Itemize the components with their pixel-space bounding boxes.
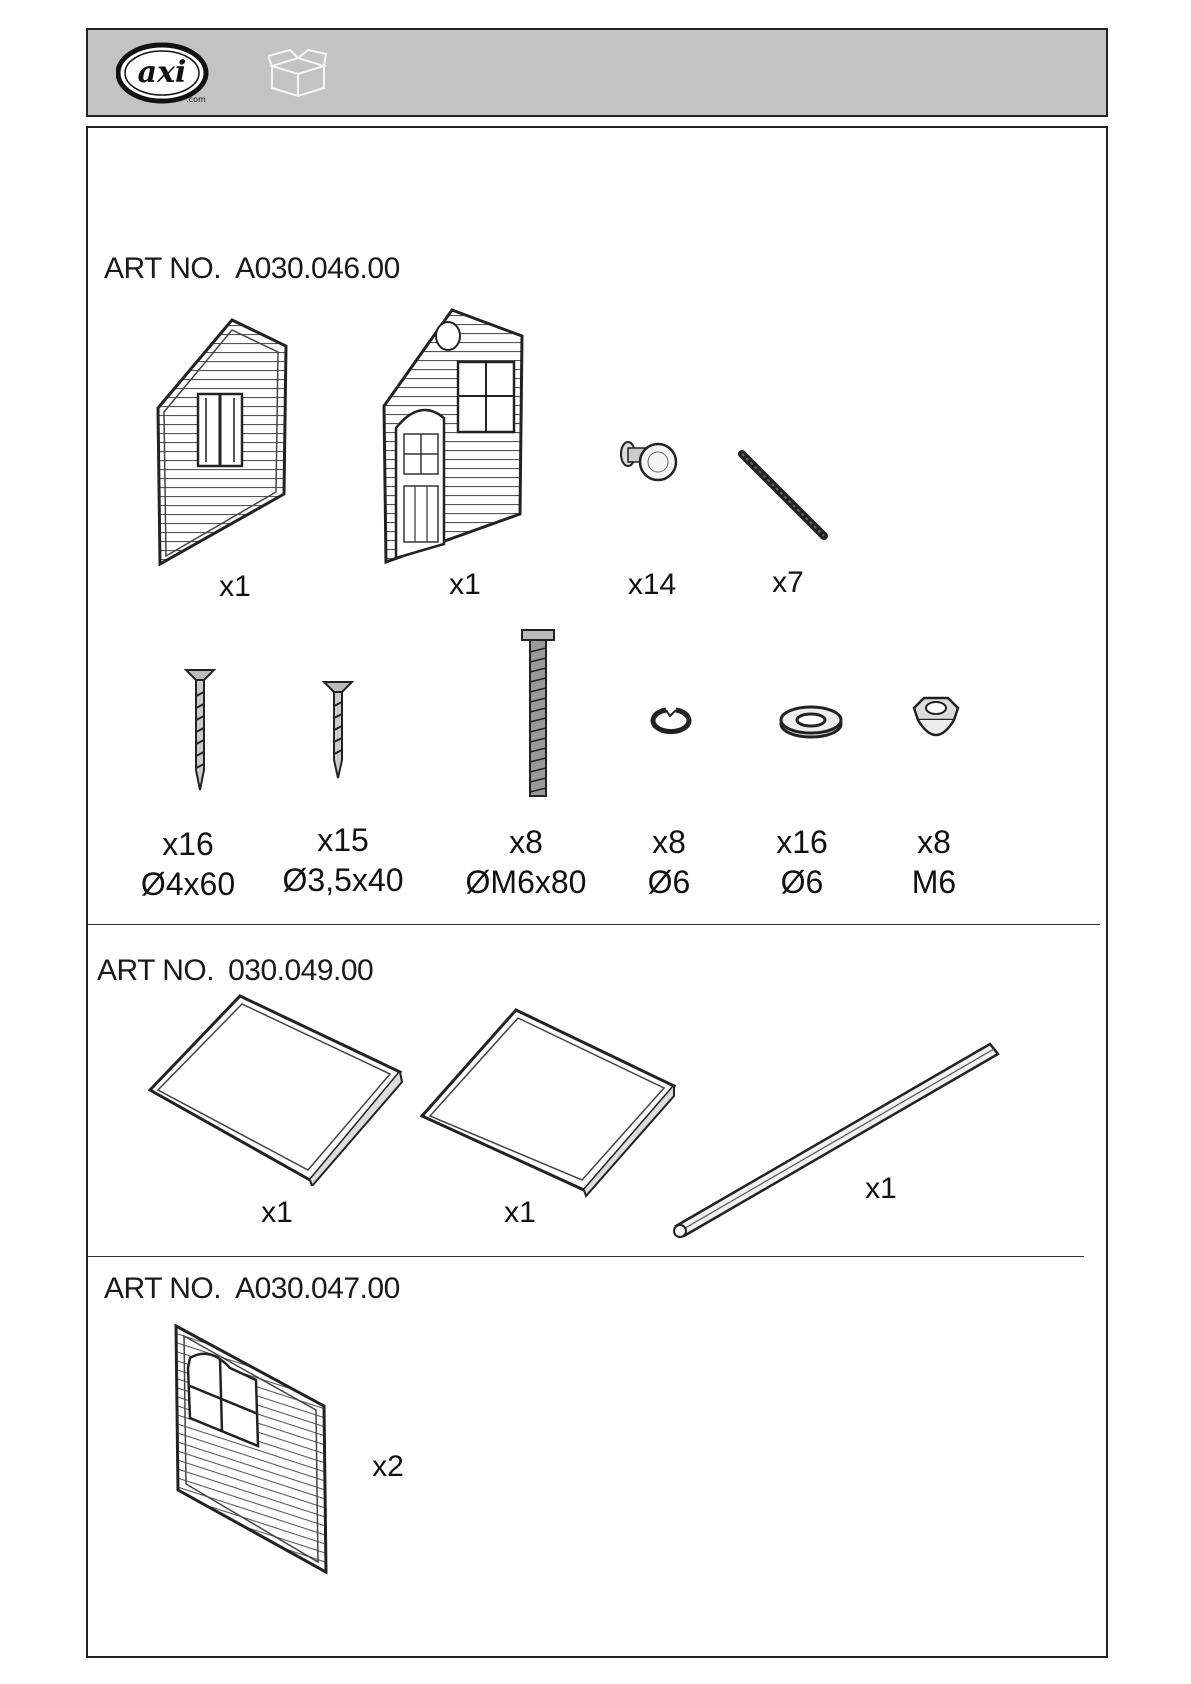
art-number-label xyxy=(104,252,400,286)
side-wall-panel xyxy=(150,316,290,566)
logo-sub: .com xyxy=(186,95,206,104)
qty-size-label xyxy=(864,822,1004,902)
qty: x8 xyxy=(917,824,951,860)
art-number: A030.046.00 xyxy=(235,252,400,285)
qty: x15 xyxy=(317,822,369,858)
nut xyxy=(910,694,962,744)
front-wall-door-panel xyxy=(378,306,528,566)
qty: x8 xyxy=(652,824,686,860)
art-number-label xyxy=(104,1272,400,1306)
qty-size-label xyxy=(456,822,596,902)
qty-label: x1 xyxy=(261,1196,293,1229)
art-prefix: ART NO. xyxy=(97,954,215,987)
knob xyxy=(618,436,682,486)
qty-label: x1 xyxy=(219,570,251,603)
bolt-m6x80 xyxy=(518,628,558,800)
roof-panel-right xyxy=(416,1004,678,1198)
section-divider xyxy=(88,924,1100,925)
art-number: 030.049.00 xyxy=(228,954,374,987)
ridge-beam xyxy=(670,1040,1004,1240)
roof-panel-left xyxy=(144,990,406,1186)
art-prefix: ART NO. xyxy=(104,1272,222,1305)
size: Ø4x60 xyxy=(140,866,236,902)
qty: x16 xyxy=(776,824,828,860)
logo-text: axi xyxy=(137,55,187,90)
qty-label: x2 xyxy=(372,1450,404,1483)
spring-washer xyxy=(648,706,692,736)
qty-size-label xyxy=(732,822,872,902)
header-bar xyxy=(86,28,1108,117)
flat-washer xyxy=(778,704,844,740)
qty-size-label xyxy=(273,820,413,900)
qty: x16 xyxy=(162,826,214,862)
qty-label: x7 xyxy=(772,566,804,599)
qty-size-label xyxy=(599,822,739,902)
qty: x8 xyxy=(509,824,543,860)
qty-label: x1 xyxy=(865,1172,897,1205)
size: Ø6 xyxy=(647,864,691,900)
art-number: A030.047.00 xyxy=(235,1272,400,1305)
size: Ø6 xyxy=(780,864,824,900)
screw-3-5x40 xyxy=(322,678,354,782)
size: Ø3,5x40 xyxy=(282,862,404,898)
box-icon xyxy=(268,48,328,100)
qty-label: x1 xyxy=(504,1196,536,1229)
section-divider xyxy=(88,1256,1084,1257)
window-wall-panel xyxy=(170,1322,330,1576)
qty-label: x14 xyxy=(627,568,677,601)
art-number-label xyxy=(97,954,373,988)
axi-logo xyxy=(116,42,212,108)
art-prefix: ART NO. xyxy=(104,252,222,285)
size: M6 xyxy=(911,864,957,900)
size: ØM6x80 xyxy=(465,864,587,900)
qty-size-label xyxy=(118,824,258,904)
qty-label: x1 xyxy=(449,568,481,601)
screw-4x60 xyxy=(184,666,216,792)
rod xyxy=(736,448,832,542)
